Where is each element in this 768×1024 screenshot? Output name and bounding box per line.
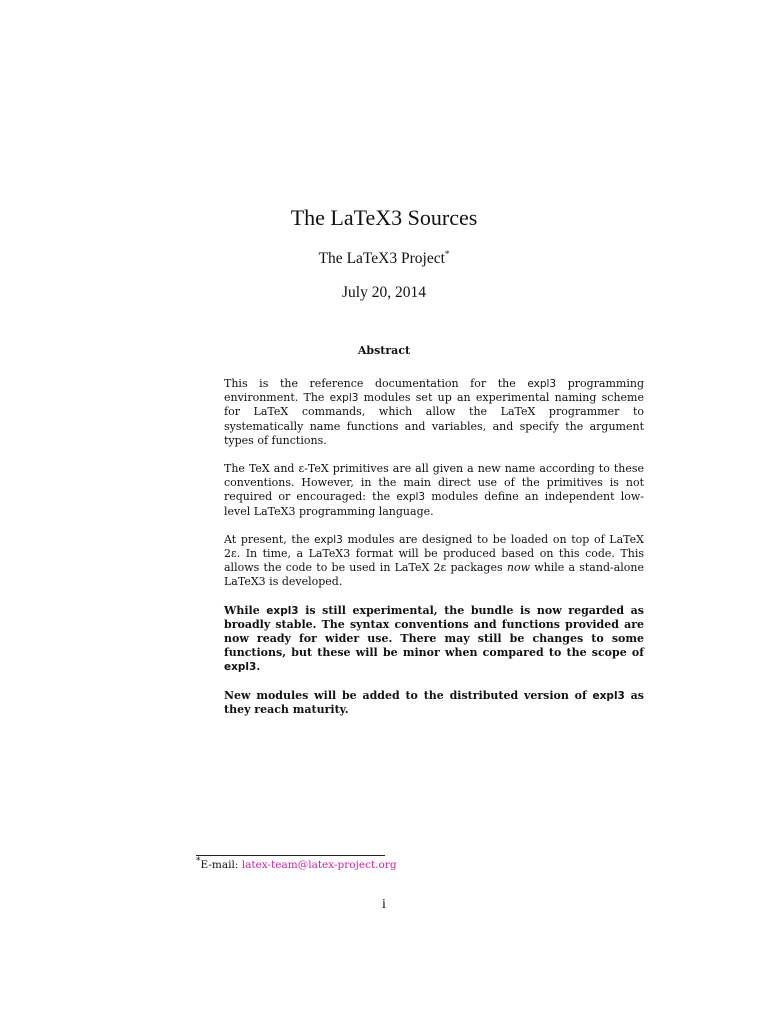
abstract-text: While — [224, 603, 267, 617]
abstract-text: The TeX and ε-TeX primitives are all given a new name according to these conventions. However, in the main direct use of the primitives is not required or encouraged: the — [224, 462, 644, 504]
abstract-body — [224, 377, 644, 731]
document-title: The LaTeX3 Sources — [290, 205, 478, 230]
abstract-text: This is the reference documentation for the — [224, 377, 528, 390]
author-footnote-mark: * — [444, 248, 450, 259]
code-term: expl3 — [314, 533, 343, 546]
abstract-paragraph-2 — [224, 462, 644, 519]
abstract-text: is still experimental, the bundle is now regarded as broadly stable. The syntax conventions and functions provided are now ready for wider use. There may still be changes to some functions, but these will be minor when compared to the scope of — [224, 603, 644, 660]
footnote-mark: * — [196, 856, 201, 867]
abstract-paragraph-5 — [224, 689, 644, 717]
abstract-text: New modules will be added to the distributed version of — [224, 688, 593, 702]
emphasis-text: now — [506, 561, 530, 575]
abstract-text: modules define an independent low-level LaTeX3 programming language. — [224, 490, 644, 518]
abstract-text: . — [256, 660, 261, 674]
footnote-rule — [196, 855, 385, 856]
code-term: expl3 — [266, 604, 299, 617]
abstract-paragraph-3 — [224, 533, 644, 590]
abstract-text: programming environment. The — [224, 377, 644, 405]
abstract-text: while a stand-alone LaTeX3 is developed. — [224, 561, 645, 589]
page-number: i — [382, 897, 386, 912]
code-term: expl3 — [527, 378, 557, 390]
code-term: expl3 — [224, 661, 257, 674]
code-term: expl3 — [329, 392, 359, 405]
abstract-paragraph-1 — [224, 377, 644, 448]
author-line — [0, 250, 768, 268]
email-link[interactable]: latex-team@latex-project.org — [241, 859, 397, 871]
abstract-text: modules are designed to be loaded on top of LaTeX 2ε. In time, a LaTeX3 format will be produced based on this code. This allows the code to be used in LaTeX 2ε packages — [224, 532, 644, 575]
abstract-heading: Abstract — [357, 344, 411, 357]
abstract-text: as they reach maturity. — [224, 688, 644, 716]
footnote-label: E-mail: — [200, 859, 242, 871]
code-term: expl3 — [396, 491, 426, 504]
abstract-paragraph-4 — [224, 604, 644, 675]
code-term: expl3 — [592, 689, 625, 702]
author-name: The LaTeX3 Project — [318, 250, 445, 267]
document-date: July 20, 2014 — [342, 284, 426, 301]
abstract-text: modules set up an experimental naming scheme for LaTeX commands, which allow the LaTeX programmer to systematically name functions and variables, and specify the argument types of functions. — [224, 391, 644, 447]
abstract-text: At present, the — [224, 532, 315, 546]
footnote — [196, 856, 397, 871]
